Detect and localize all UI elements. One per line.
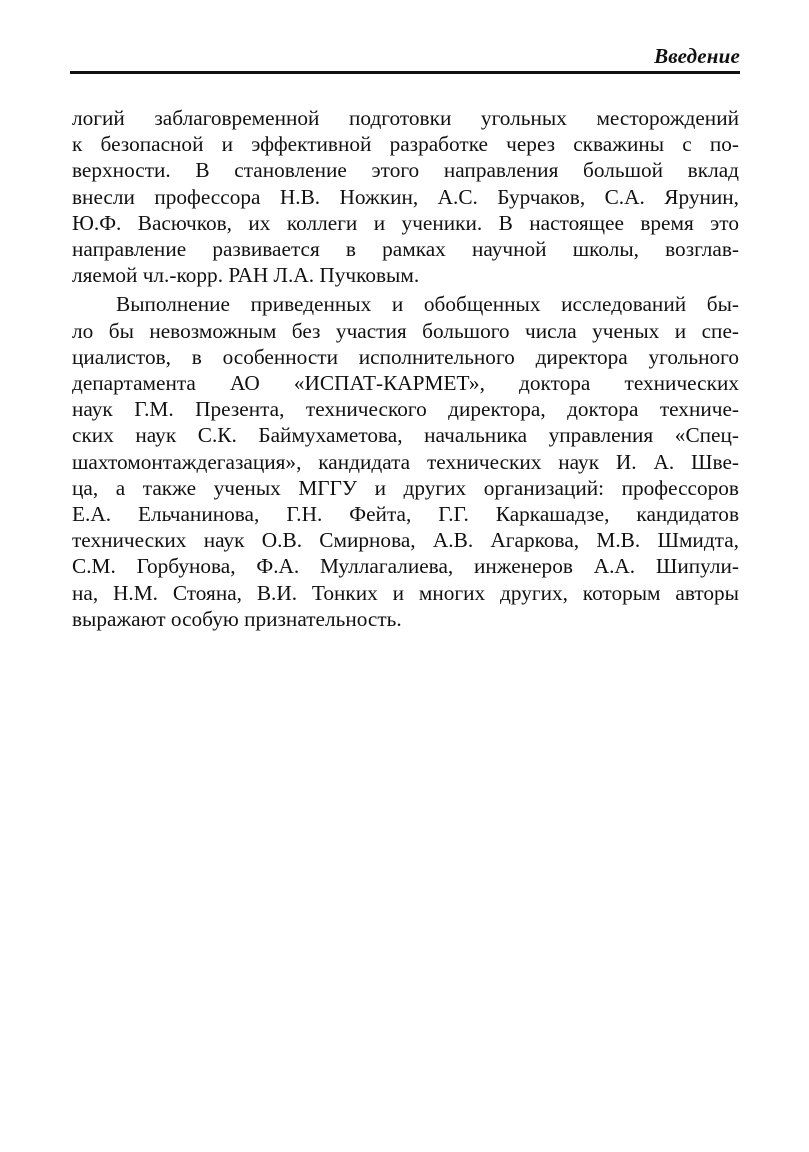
text-line: департамента АО «ИСПАТ-КАРМЕТ», доктора технических [72,371,739,396]
text-line: технических наук О.В. Смирнова, А.В. Агаркова, М.В. Шмидта, [72,528,739,553]
text-line: шахтомонтаждегазация», кандидата технических наук И. А. Шве- [72,449,739,474]
text-line: внесли профессора Н.В. Ножкин, А.С. Бурчаков, С.А. Ярунин, [72,184,739,209]
text-line: Ю.Ф. Васючков, их коллеги и ученики. В настоящее время это [72,210,739,235]
running-title: Введение [654,44,740,68]
text-line: ца, а также ученых МГГУ и других организаций: профессоров [72,475,739,500]
text-line: ских наук С.К. Баймухаметова, начальника управления «Спец- [72,423,739,448]
text-line: ло бы невозможным без участия большого числа ученых и спе- [72,318,739,343]
text-line: циалистов, в особенности исполнительного директора угольного [72,344,739,369]
body-text [72,105,739,632]
text-line: на, Н.М. Стояна, В.И. Тонких и многих других, которым авторы [72,580,739,605]
header-rule [70,71,740,74]
text-line: выражают особую признательность. [72,606,402,631]
paragraph-2 [72,291,739,632]
text-line: Е.А. Ельчанинова, Г.Н. Фейта, Г.Г. Каркашадзе, кандидатов [72,502,739,527]
text-line: наук Г.М. Презента, технического директора, доктора техниче- [72,397,739,422]
text-line: верхности. В становление этого направления большой вклад [72,158,739,183]
text-line: ляемой чл.-корр. РАН Л.А. Пучковым. [72,263,420,288]
text-line: С.М. Горбунова, Ф.А. Муллагалиева, инженеров А.А. Шипули- [72,554,739,579]
paragraph-1 [72,105,739,288]
text-line: Выполнение приведенных и обобщенных исследований бы- [116,292,739,317]
running-head [70,40,740,68]
text-line: логий заблаговременной подготовки угольных месторождений [72,106,739,130]
text-line: к безопасной и эффективной разработке через скважины с по- [72,132,739,157]
text-line: направление развивается в рамках научной школы, возглав- [72,237,739,262]
